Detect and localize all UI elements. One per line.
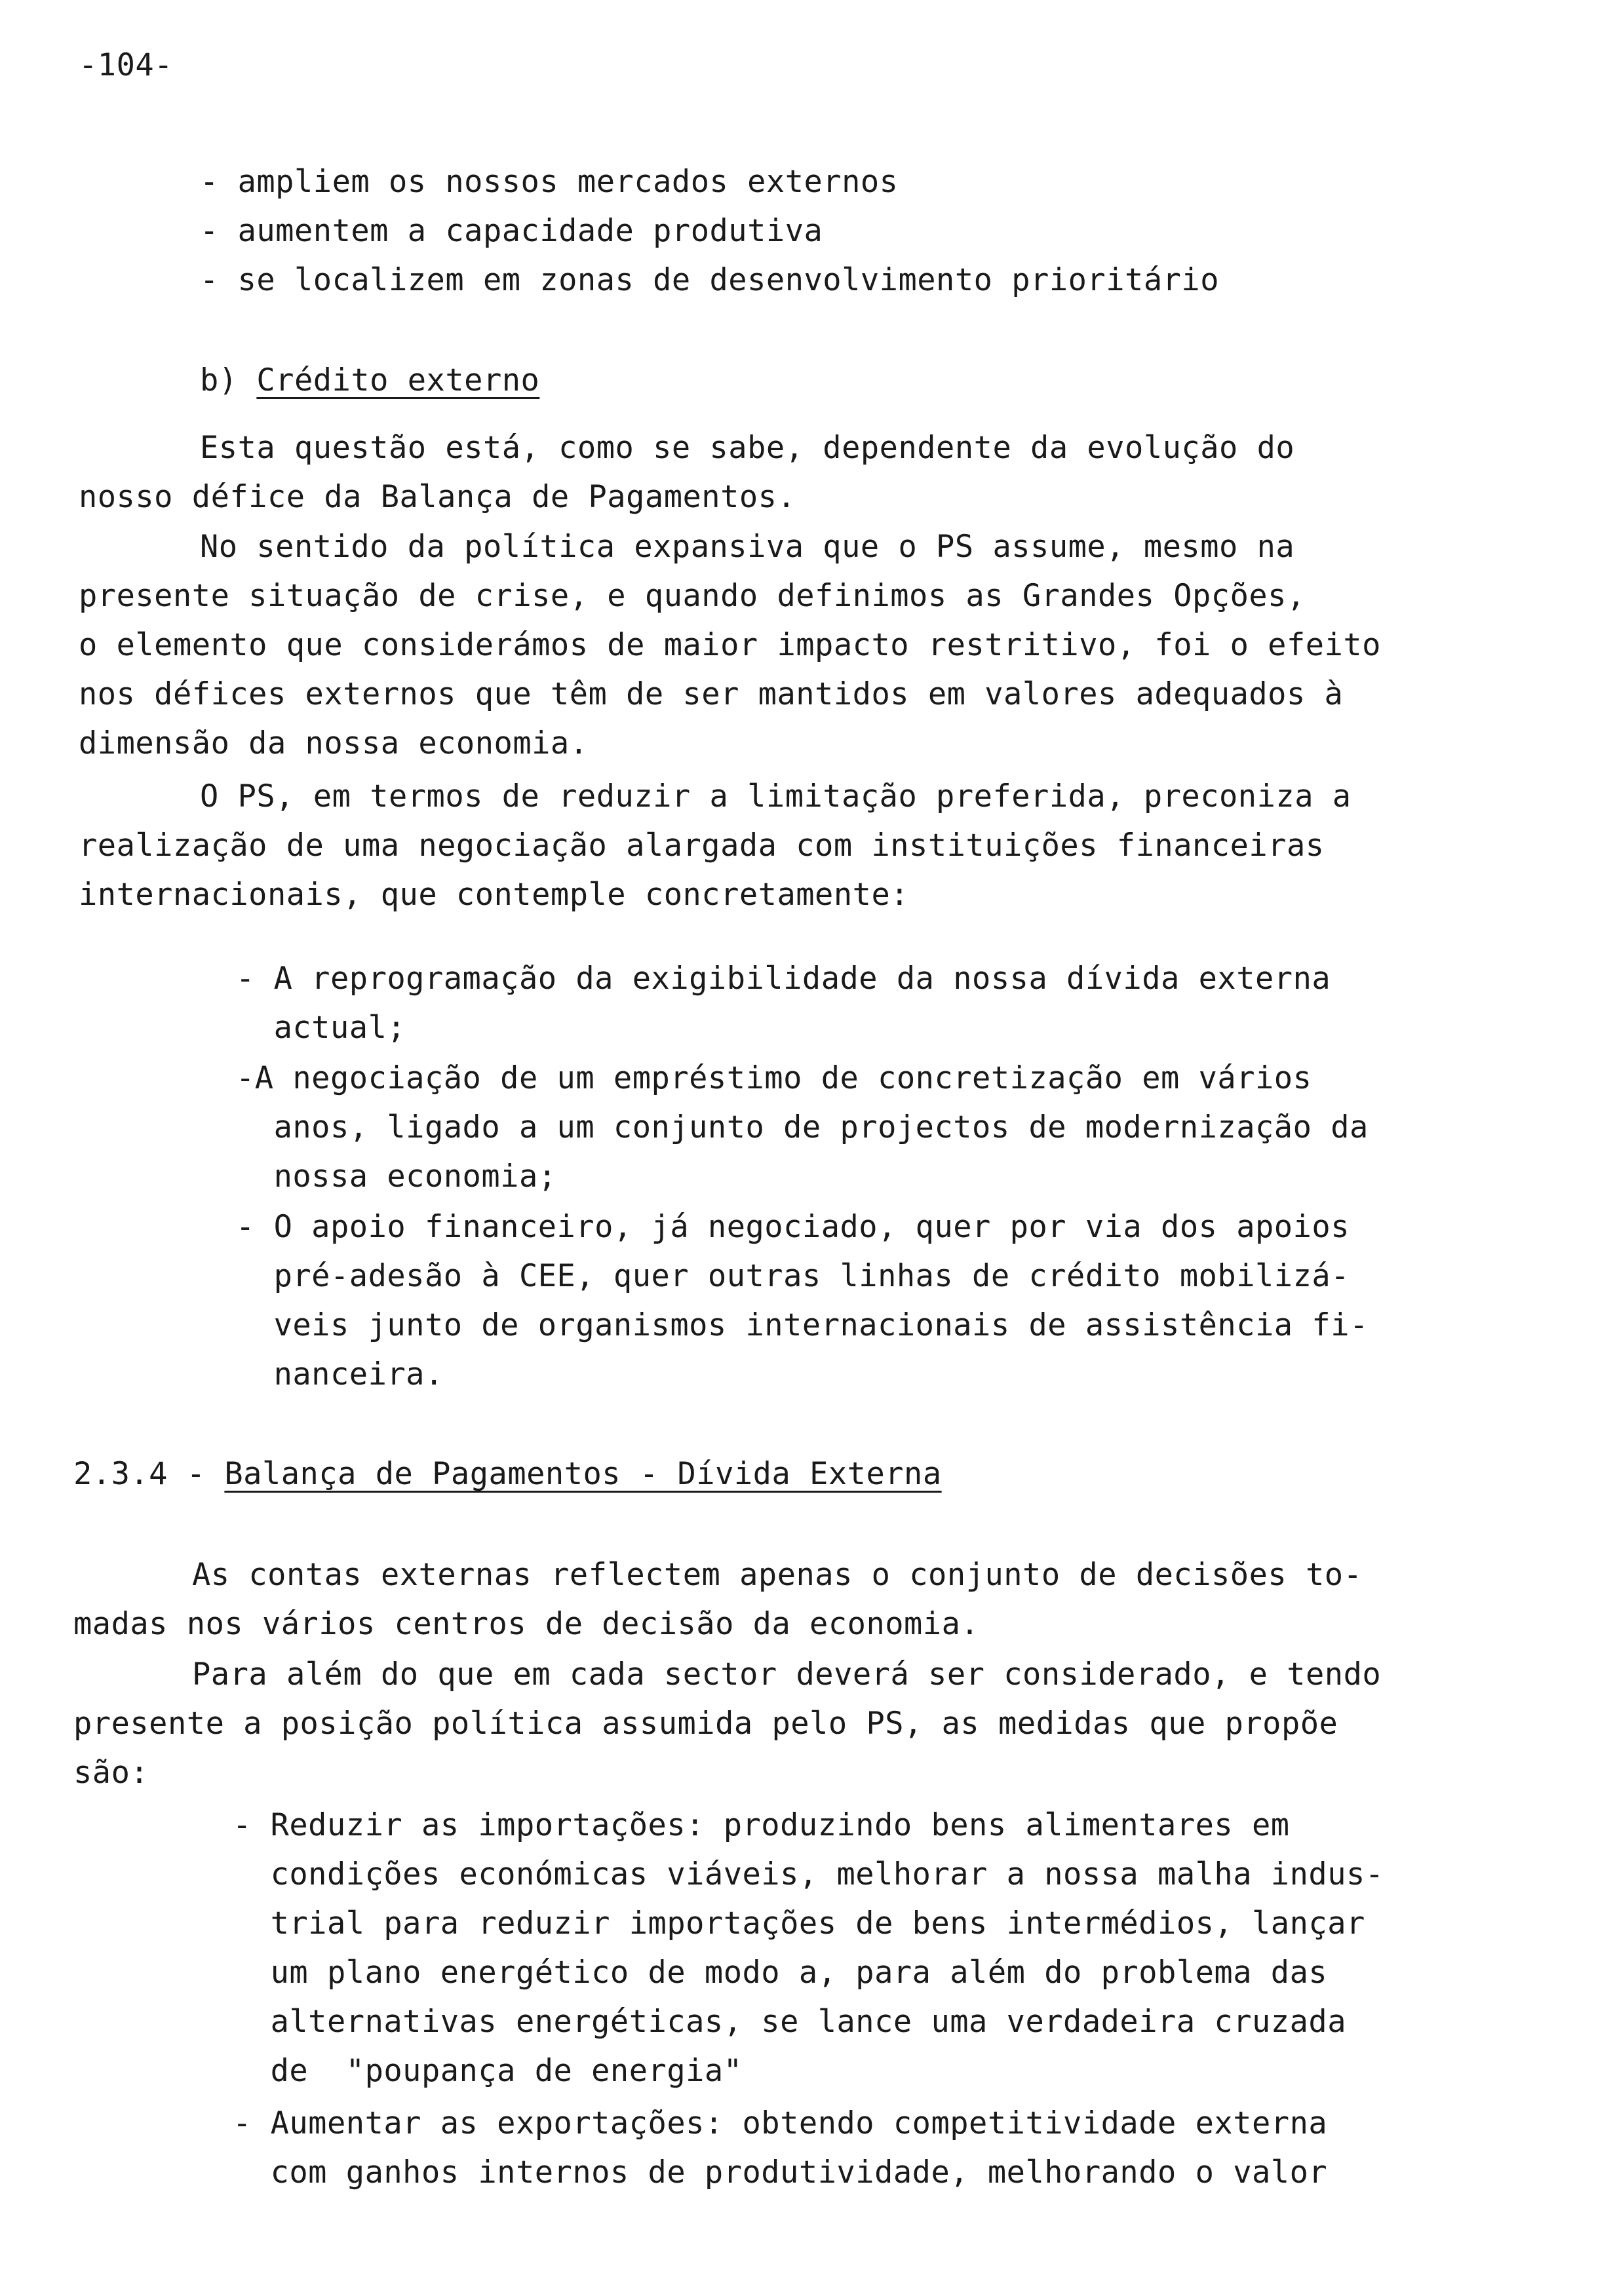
section-heading <box>73 1456 942 1492</box>
paragraph-line: No sentido da política expansiva que o PS assume, mesmo na <box>200 529 1295 565</box>
section-title: Balança de Pagamentos - Dívida Externa <box>224 1456 942 1492</box>
list-item-continuation: nossa economia; <box>236 1158 557 1195</box>
paragraph-line: realização de uma negociação alargada com instituições financeiras <box>79 828 1325 864</box>
paragraph-line: nos défices externos que têm de ser mantidos em valores adequados à <box>79 676 1344 712</box>
list-item-continuation: pré-adesão à CEE, quer outras linhas de crédito mobilizá- <box>236 1258 1350 1294</box>
page-number: -104- <box>79 47 173 83</box>
paragraph-line: madas nos vários centros de decisão da economia. <box>73 1606 980 1642</box>
list-item-continuation: alternativas energéticas, se lance uma verdadeira cruzada <box>233 2004 1346 2040</box>
list-item: - Reduzir as importações: produzindo bens alimentares em <box>233 1807 1290 1843</box>
list-item-continuation: um plano energético de modo a, para além do problema das <box>233 1955 1328 1991</box>
section-title: Crédito externo <box>256 362 540 398</box>
section-marker: b) <box>200 362 238 398</box>
paragraph-line: Para além do que em cada sector deverá ser considerado, e tendo <box>192 1656 1382 1693</box>
paragraph-line: o elemento que considerámos de maior impacto restritivo, foi o efeito <box>79 627 1381 663</box>
list-item-continuation: com ganhos internos de produtividade, melhorando o valor <box>233 2154 1328 2191</box>
section-number: 2.3.4 - <box>73 1456 206 1492</box>
list-item: - Aumentar as exportações: obtendo competitividade externa <box>233 2105 1328 2141</box>
paragraph-line: Esta questão está, como se sabe, dependente da evolução do <box>200 430 1295 466</box>
list-item-continuation: condições económicas viáveis, melhorar a nossa malha indus- <box>233 1856 1384 1892</box>
list-item-continuation: actual; <box>236 1010 406 1046</box>
list-item-continuation: anos, ligado a um conjunto de projectos de modernização da <box>236 1109 1369 1145</box>
list-item-continuation: nanceira. <box>236 1356 444 1392</box>
list-item: - A reprogramação da exigibilidade da nossa dívida externa <box>236 961 1331 997</box>
list-item: - aumentem a capacidade produtiva <box>200 213 823 249</box>
list-item: - O apoio financeiro, já negociado, quer por via dos apoios <box>236 1209 1350 1245</box>
list-item: - se localizem em zonas de desenvolvimento prioritário <box>200 262 1220 298</box>
paragraph-line: presente a posição política assumida pelo PS, as medidas que propõe <box>73 1706 1338 1742</box>
paragraph-line: são: <box>73 1755 149 1791</box>
section-heading <box>200 362 540 398</box>
paragraph-line: dimensão da nossa economia. <box>79 725 589 761</box>
list-item: - ampliem os nossos mercados externos <box>200 164 899 200</box>
paragraph-line: presente situação de crise, e quando definimos as Grandes Opções, <box>79 578 1306 614</box>
list-item-continuation: de "poupança de energia" <box>233 2053 743 2089</box>
paragraph-line: nosso défice da Balança de Pagamentos. <box>79 479 796 515</box>
list-item: -A negociação de um empréstimo de concretização em vários <box>236 1060 1312 1096</box>
paragraph-line: internacionais, que contemple concretamente: <box>79 877 910 913</box>
list-item-continuation: trial para reduzir importações de bens intermédios, lançar <box>233 1905 1365 1942</box>
list-item-continuation: veis junto de organismos internacionais de assistência fi- <box>236 1307 1369 1343</box>
paragraph-line: O PS, em termos de reduzir a limitação preferida, preconiza a <box>200 778 1352 814</box>
paragraph-line: As contas externas reflectem apenas o conjunto de decisões to- <box>192 1557 1363 1593</box>
